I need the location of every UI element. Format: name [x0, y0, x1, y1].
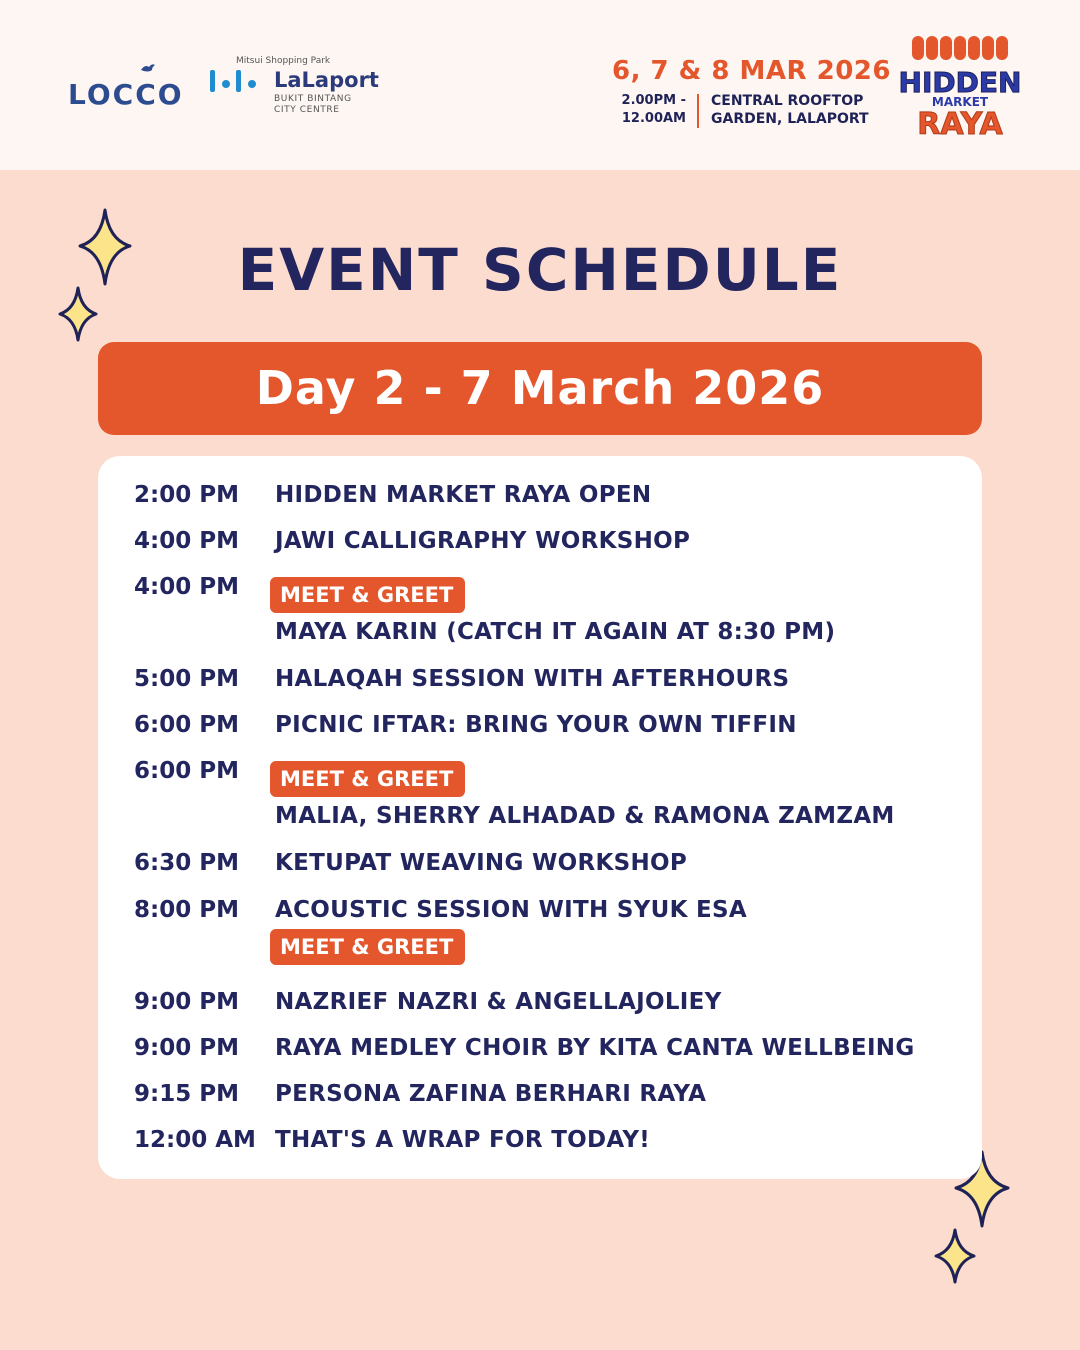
logo-hidden-text: HIDDEN — [898, 66, 1022, 99]
header-band — [0, 0, 1080, 170]
lalaport-mark-icon — [208, 64, 266, 94]
logo-raya-text: RAYA — [917, 107, 1003, 142]
schedule-time: 8:00 PM — [134, 897, 239, 923]
schedule-event: PICNIC IFTAR: BRING YOUR OWN TIFFIN — [275, 712, 797, 738]
schedule-time: 9:15 PM — [134, 1081, 239, 1107]
schedule-time: 12:00 AM — [134, 1127, 256, 1153]
header-divider — [697, 94, 699, 128]
day-banner: Day 2 - 7 March 2026 — [98, 342, 982, 435]
schedule-time: 5:00 PM — [134, 666, 239, 692]
schedule-time: 2:00 PM — [134, 482, 239, 508]
lalaport-logo — [208, 56, 378, 120]
locco-logo: LOCCO — [68, 78, 184, 111]
schedule-event: NAZRIEF NAZRI & ANGELLAJOLIEY — [275, 989, 722, 1015]
schedule-time: 6:00 PM — [134, 758, 239, 784]
lalaport-name: LaLaport — [274, 68, 379, 92]
hidden-market-raya-logo — [898, 34, 1022, 142]
schedule-event: MALIA, SHERRY ALHADAD & RAMONA ZAMZAM — [275, 803, 895, 829]
venue-line2: GARDEN, LALAPORT — [711, 111, 869, 127]
schedule-event: HIDDEN MARKET RAYA OPEN — [275, 482, 652, 508]
event-venue — [711, 92, 869, 128]
lalaport-subtitle — [274, 94, 352, 116]
locco-bird-icon — [140, 62, 156, 74]
lalaport-sub-line1: BUKIT BINTANG — [274, 94, 352, 104]
schedule-time: 4:00 PM — [134, 528, 239, 554]
schedule-event: RAYA MEDLEY CHOIR BY KITA CANTA WELLBEING — [275, 1035, 915, 1061]
meet-greet-badge: MEET & GREET — [270, 761, 465, 797]
schedule-time: 6:00 PM — [134, 712, 239, 738]
schedule-time: 9:00 PM — [134, 1035, 239, 1061]
schedule-time: 9:00 PM — [134, 989, 239, 1015]
meet-greet-badge: MEET & GREET — [270, 577, 465, 613]
logo-market-text: MARKET — [931, 95, 989, 109]
schedule-time: 6:30 PM — [134, 850, 239, 876]
event-hours — [606, 92, 686, 128]
schedule-event: JAWI CALLIGRAPHY WORKSHOP — [275, 528, 691, 554]
lalaport-sub-line2: CITY CENTRE — [274, 105, 340, 115]
page-title: EVENT SCHEDULE — [237, 236, 843, 304]
schedule-event: MAYA KARIN (CATCH IT AGAIN AT 8:30 PM) — [275, 619, 836, 645]
venue-line1: CENTRAL ROOFTOP — [711, 93, 864, 109]
schedule-time: 4:00 PM — [134, 574, 239, 600]
schedule-event: ACOUSTIC SESSION WITH SYUK ESA — [275, 897, 748, 923]
meet-greet-badge: MEET & GREET — [270, 929, 465, 965]
schedule-event: KETUPAT WEAVING WORKSHOP — [275, 850, 688, 876]
schedule-card — [98, 456, 982, 1179]
hours-line1: 2.00PM - — [621, 93, 686, 108]
lalaport-top-line: Mitsui Shopping Park — [236, 56, 331, 66]
event-dates: 6, 7 & 8 MAR 2026 — [612, 56, 891, 86]
schedule-event: THAT'S A WRAP FOR TODAY! — [275, 1127, 651, 1153]
hours-line2: 12.00AM — [621, 111, 686, 126]
sparkle-star-small-icon — [934, 1228, 976, 1284]
schedule-event: HALAQAH SESSION WITH AFTERHOURS — [275, 666, 790, 692]
schedule-event: PERSONA ZAFINA BERHARI RAYA — [275, 1081, 707, 1107]
